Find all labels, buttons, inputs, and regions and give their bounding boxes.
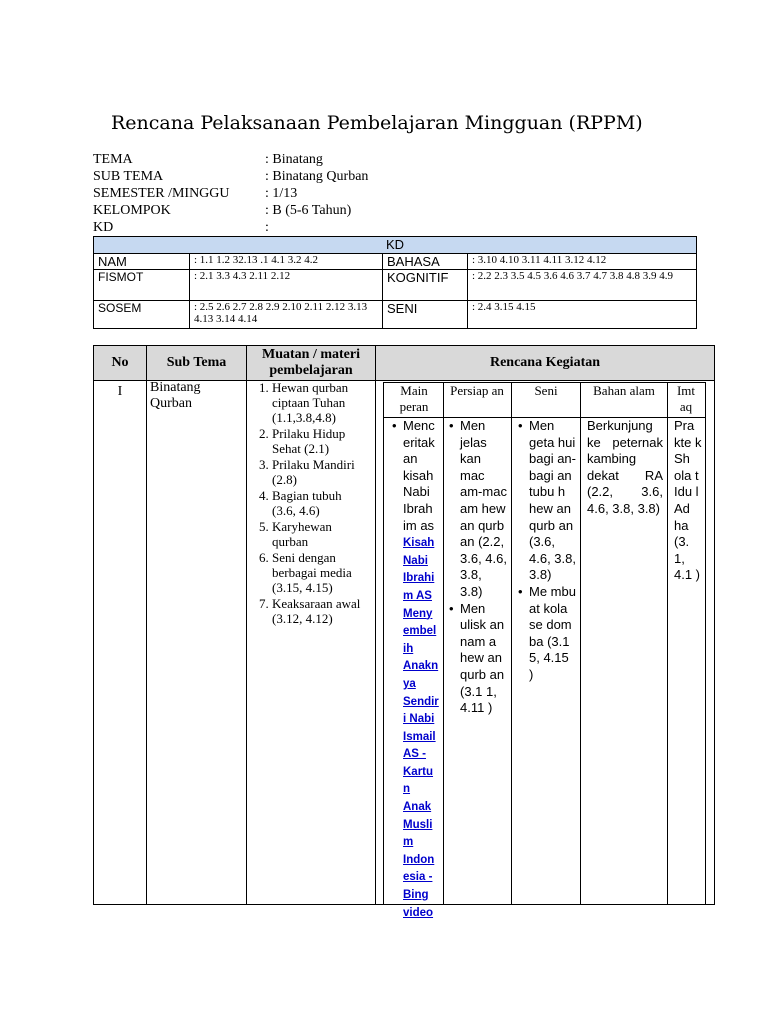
rencana-table [93,345,715,919]
seni-item: • Men geta hui bagi an-bagi an tubu h hew an qurb an (3.6, 4.6, 3.8, 3.8) [529,418,576,584]
row-number: I [117,384,123,399]
muatan-item: 1. Hewan qurban ciptaan Tuhan (1.1,3.8,4.8) [272,380,368,425]
seni-cell [516,418,576,684]
column-divider [375,346,376,904]
info-row-semester [93,185,368,202]
kisah-nabi-ibrahim-video-link[interactable]: Kisah Nabi Ibrahi m AS Meny embel ih Anakn ya Sendir i Nabi Ismail AS - Kartu n Anak Musli m Indon esia - Bing video [403,537,439,919]
info-value: : B (5-6 Tahun) [265,203,352,218]
kd-table-header: KD [94,237,697,254]
info-row-subtema [93,168,368,185]
kegiatan-table [383,382,706,919]
info-label: SUB TEMA [93,169,164,184]
kd-value: : 2.5 2.6 2.7 2.8 2.9 2.10 2.11 2.12 3.13 4.13 3.14 4.14 [190,301,383,329]
header-main-peran: Main peran [399,383,429,414]
info-label: KELOMPOK [93,203,171,218]
header-imtaq: Imt aq [676,383,696,414]
main-peran-cell [390,418,440,921]
kd-table [93,236,697,329]
info-label: SEMESTER /MINGGU [93,186,230,201]
muatan-item: 5. Karyhewan qurban [272,519,368,549]
kd-value: : 2.1 3.3 4.3 2.11 2.12 [190,270,383,301]
info-value: : Binatang Qurban [265,169,369,184]
kd-key: KOGNITIF [383,270,468,301]
info-row-kd [93,219,368,236]
info-label: KD [93,220,114,235]
kd-key: FISMOT [94,270,190,301]
info-value: : [265,220,269,235]
info-row-kelompok [93,202,368,219]
info-block [93,151,368,236]
column-divider [246,346,247,904]
seni-item: • Me mbu at kola se dom ba (3.1 5, 4.15 ) [529,584,576,684]
persiapan-item: • Men jelas kan mac am-mac am hew an qurb an (2.2, 3.6, 4.6, 3.8, 3.8) [460,418,507,601]
info-label: TEMA [93,152,133,167]
header-rencana-kegiatan: Rencana Kegiatan [489,355,601,370]
column-divider [667,383,668,904]
info-row-tema [93,151,368,168]
main-peran-item: • Menc eritak an kisah Nabi Ibrah im as [403,418,440,534]
persiapan-item: • Men ulisk an nam a hew an qurb an (3.1 1, 4.11 ) [460,601,507,717]
kd-value: : 1.1 1.2 32.13 .1 4.1 3.2 4.2 [190,254,383,270]
column-divider [511,383,512,904]
header-sub-tema: Sub Tema [166,355,227,370]
muatan-item: 7. Keaksaraan awal (3.12, 4.12) [272,596,368,626]
header-no: No [111,355,129,370]
column-divider [146,346,147,904]
info-value: : 1/13 [265,186,298,201]
kd-key: NAM [94,254,190,270]
column-divider [580,383,581,904]
muatan-cell [250,380,368,627]
header-bahan-alam: Bahan alam [593,383,655,398]
kd-value: : 2.2 2.3 3.5 4.5 3.6 4.6 3.7 4.7 3.8 4.8 3.9 4.9 [468,270,697,301]
header-muatan: Muatan / materi pembelajaran [262,347,360,378]
kd-key: SOSEM [94,301,190,329]
page-title: Rencana Pelaksanaan Pembelajaran Mingguan (RPPM) [111,112,643,134]
bahan-alam-cell: Berkunjung ke peternak kambing dekat RA (2.2, 3.6, 4.6, 3.8, 3.8) [587,418,663,516]
kd-value: : 3.10 4.10 3.11 4.11 3.12 4.12 [468,254,697,270]
muatan-item: 2. Prilaku Hidup Sehat (2.1) [272,426,368,456]
kd-value: : 2.4 3.15 4.15 [468,301,697,329]
muatan-item: 6. Seni dengan berbagai media (3.15, 4.15) [272,550,368,595]
imtaq-cell: Pra kte k Sh ola t Idu l Ad ha (3. 1, 4.1 ) [674,418,702,583]
sub-tema-cell: Binatang Qurban [150,380,201,411]
persiapan-cell [447,418,507,717]
info-value: : Binatang [265,152,323,167]
muatan-item: 4. Bagian tubuh (3.6, 4.6) [272,488,368,518]
kd-key: SENI [383,301,468,329]
muatan-item: 3. Prilaku Mandiri (2.8) [272,457,368,487]
header-seni: Seni [534,383,558,398]
column-divider [443,383,444,904]
kd-key: BAHASA [383,254,468,270]
header-persiapan: Persiap an [450,383,504,398]
